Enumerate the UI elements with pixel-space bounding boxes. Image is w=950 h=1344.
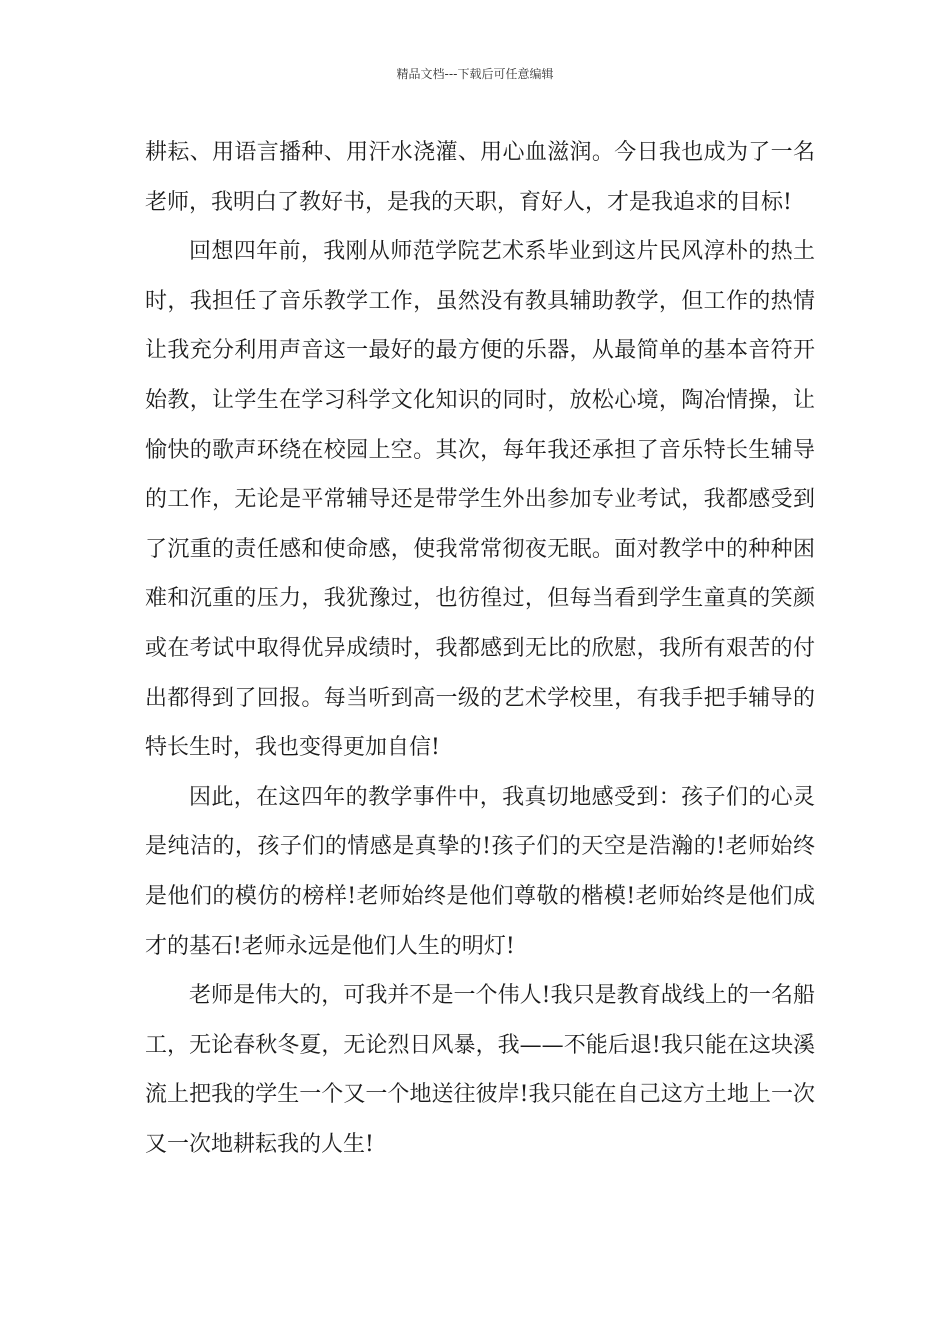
document-body [145,128,815,1169]
paragraph: 耕耘、用语言播种、用汗水浇灌、用心血滋润。今日我也成为了一名老师，我明白了教好书，是我的天职，育好人，才是我追求的目标! [145,140,815,215]
page-header: 精品文档---下载后可任意编辑 [396,67,554,81]
paragraph: 因此，在这四年的教学事件中，我真切地感受到：孩子们的心灵是纯洁的，孩子们的情感是真挚的!孩子们的天空是浩瀚的!老师始终是他们的模仿的榜样!老师始终是他们尊敬的楷模!老师始终是他们成才的基石!老师永远是他们人生的明灯! [145,784,815,959]
paragraph: 老师是伟大的，可我并不是一个伟人!我只是教育战线上的一名船工，无论春秋冬夏，无论烈日风暴，我——不能后退!我只能在这块溪流上把我的学生一个又一个地送往彼岸!我只能在自己这方土地上一次又一次地耕耘我的人生! [145,983,815,1157]
paragraph: 回想四年前，我刚从师范学院艺术系毕业到这片民风淳朴的热土时，我担任了音乐教学工作，虽然没有教具辅助教学，但工作的热情让我充分利用声音这一最好的最方便的乐器，从最简单的基本音符开始教，让学生在学习科学文化知识的同时，放松心境，陶冶情操，让愉快的歌声环绕在校园上空。其次，每年我还承担了音乐特长生辅导的工作，无论是平常辅导还是带学生外出参加专业考试，我都感受到了沉重的责任感和使命感，使我常常彻夜无眠。面对教学中的种种困难和沉重的压力，我犹豫过，也彷徨过，但每当看到学生童真的笑颜或在考试中取得优异成绩时，我都感到无比的欣慰，我所有艰苦的付出都得到了回报。每当听到高一级的艺术学校里，有我手把手辅导的特长生时，我也变得更加自信! [145,239,815,761]
